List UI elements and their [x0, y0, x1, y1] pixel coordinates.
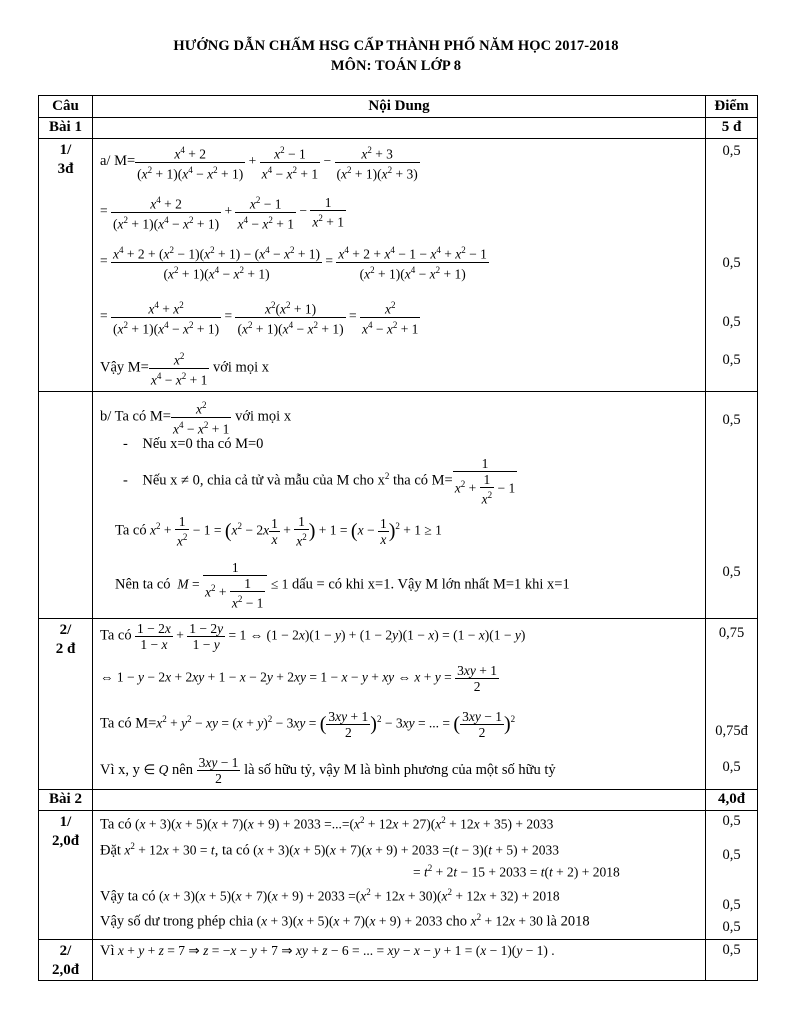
points-cell: 0,75 0,75đ 0,5 — [706, 619, 758, 790]
table-row-q1a — [39, 139, 758, 392]
section-label: Bài 2 — [39, 790, 93, 811]
formula-line: Đặt $x^2 + 12x + 30 = t$, ta có (x + 3)(x + 5)(x + 7)(x + 9) + 2033 =(t − 3)(t + 5) + 2033 — [100, 841, 560, 859]
case-line: - Nếu x=0 tha có M=0 — [123, 436, 264, 452]
question-label: 1/ 2,0đ — [39, 811, 93, 940]
page-subtitle: MÔN: TOÁN LỚP 8 — [330, 58, 462, 74]
question-label: 2/ 2,0đ — [39, 940, 93, 981]
formula-line: = $\frac{x^4 + 2}{(x^2 + 1)(x^4 - x^2 + 1)}$ + $\frac{x^2 - 1}{x^4 - x^2 + 1}$ − $\frac{1}{x^2 + 1}$ — [100, 194, 344, 231]
case-line: - Nếu x ≠ 0, chia cả tử và mẫu của M cho $x^2$ tha có M= 1 $x^2$ + $\frac{1}{x^2}$ − 1 — [123, 456, 516, 507]
answer-content — [93, 619, 706, 790]
section-row-bai1 — [39, 118, 758, 139]
answer-content — [93, 940, 706, 981]
section-points: 4,0đ — [706, 790, 758, 811]
formula-line: = $\frac{x^4 + 2 + (x^2 - 1)(x^2 + 1) - (x^4 - x^2 + 1)}{(x^2 + 1)(x^4 - x^2 + 1)}$ = $\frac{x^4 + 2 + x^4 - 1 - x^4 + x^2 - 1}{(x^2 + 1)(x^4 - x^2 + 1)}$ — [100, 245, 487, 281]
answer-content — [93, 392, 706, 619]
answer-content — [93, 811, 706, 940]
grading-table — [38, 95, 758, 981]
table-row-q2 — [39, 619, 758, 790]
header-cau: Câu — [39, 96, 93, 118]
formula-line: Vậy M= $\frac{x^2}{x^4 - x^2 + 1}$ với mọi x — [100, 351, 269, 387]
table-row-b2q2 — [39, 940, 758, 981]
answer-content — [93, 139, 706, 392]
section-points: 5 đ — [706, 118, 758, 139]
formula-line: = $t^2 + 2t - 15 + 2033 = t(t + 2) + 2018$ — [413, 863, 620, 880]
formula-line: Vậy ta có $(x + 3)(x + 5)(x + 7)(x + 9) + 2033 =(x^2 + 12x + 30)(x^2 + 12x + 32) + 2018$ — [100, 887, 560, 905]
section-label: Bài 1 — [39, 118, 93, 139]
points-cell: 0,5 — [706, 940, 758, 981]
points-cell: 0,5 0,5 0,5 0,5 — [706, 139, 758, 392]
formula-line: = $\frac{x^4 + x^2}{(x^2 + 1)(x^4 - x^2 + 1)}$ = $\frac{x^2(x^2 + 1)}{(x^2 + 1)(x^4 - x^2 + 1)}$ = $\frac{x^2}{x^4 - x^2 + 1}$ — [100, 300, 419, 336]
section-row-bai2 — [39, 790, 758, 811]
formula-line: a/ M= $\frac{x^4 + 2}{(x^2 + 1)(x^4 - x^2 + 1)}$ + $\frac{x^2 - 1}{x^4 - x^2 + 1}$ − $\frac{x^2 + 3}{(x^2 + 1)(x^2 + 3)}$ — [100, 145, 418, 181]
table-row-b2q1 — [39, 811, 758, 940]
formula-line: Ta có $(x + 3)(x + 5)(x + 7)(x + 9) + 2033 =...=(x^2 + 12x + 27)(x^2 + 12x + 35) + 2033$ — [100, 815, 554, 833]
formula-line: Ta có $\frac{1 - 2x}{1 - x}$ + $\frac{1 - 2y}{1 - y}$ = 1 ⇔ (1 − 2x)(1 − y) + (1 − 2y)(1 − x) = (1 − x)(1 − y) — [100, 621, 526, 652]
formula-line: b/ Ta có M= $\frac{x^2}{x^4 - x^2 + 1}$ với mọi x — [100, 400, 292, 436]
table-header — [39, 96, 758, 118]
header-diem: Điểm — [706, 96, 758, 118]
formula-line: Ta có $x^2$ + $\frac{1}{x^2}$ − $1 = (x^2 - 2x$ $\frac{1}{x}$ + $\frac{1}{x^2}$ ) + 1 = (x − $\frac{1}{x}$ )$^2$ + 1 ≥ 1 — [115, 514, 442, 549]
question-label: 1/ 3đ — [39, 139, 93, 392]
formula-line: ⇔ 1 − y − 2x + 2xy + 1 − x − 2y + 2xy = 1 − x − y + xy ⇔ x + y = $\frac{3xy + 1}{2}$ — [100, 663, 498, 694]
points-cell: 0,5 0,5 — [706, 392, 758, 619]
page-title: HƯỚNG DẪN CHẤM HSG CẤP THÀNH PHỐ NĂM HỌC 2017-2018 — [173, 38, 619, 54]
formula-line: Nên ta có M = 1 $x^2$ + $\frac{1}{x^2 - 1}$ ≤ 1 dấu = có khi x=1. Vậy M lớn nhất M=1 khi x=1 — [115, 560, 570, 611]
table-row-q1b — [39, 392, 758, 619]
formula-line: Vì x + y + z = 7 ⇒ z = −x − y + 7 ⇒ xy + z − 6 = ... = xy − x − y + 1 = (x − 1)(y − 1) . — [100, 943, 555, 959]
formula-line: Vì x, y ∈ Q nên $\frac{3xy - 1}{2}$ là số hữu tỷ, vậy M là bình phương của một số hữu tỷ — [100, 755, 556, 786]
formula-line: Vậy số dư trong phép chia (x + 3)(x + 5)(x + 7)(x + 9) + 2033 cho $x^2 + 12x + 30$ là 2018 — [100, 912, 590, 930]
points-cell: 0,5 0,5 0,5 0,5 — [706, 811, 758, 940]
formula-line: Ta có $M=x^2 + y^2$ − xy = $(x + y)^2 - 3xy$ = ( $\frac{3xy + 1}{2}$ )$^2$ − 3xy = ... = ( $\frac{3xy - 1}{2}$ )$^2$ — [100, 709, 516, 740]
header-noi-dung: Nội Dung — [93, 96, 706, 118]
question-label: 2/ 2 đ — [39, 619, 93, 790]
